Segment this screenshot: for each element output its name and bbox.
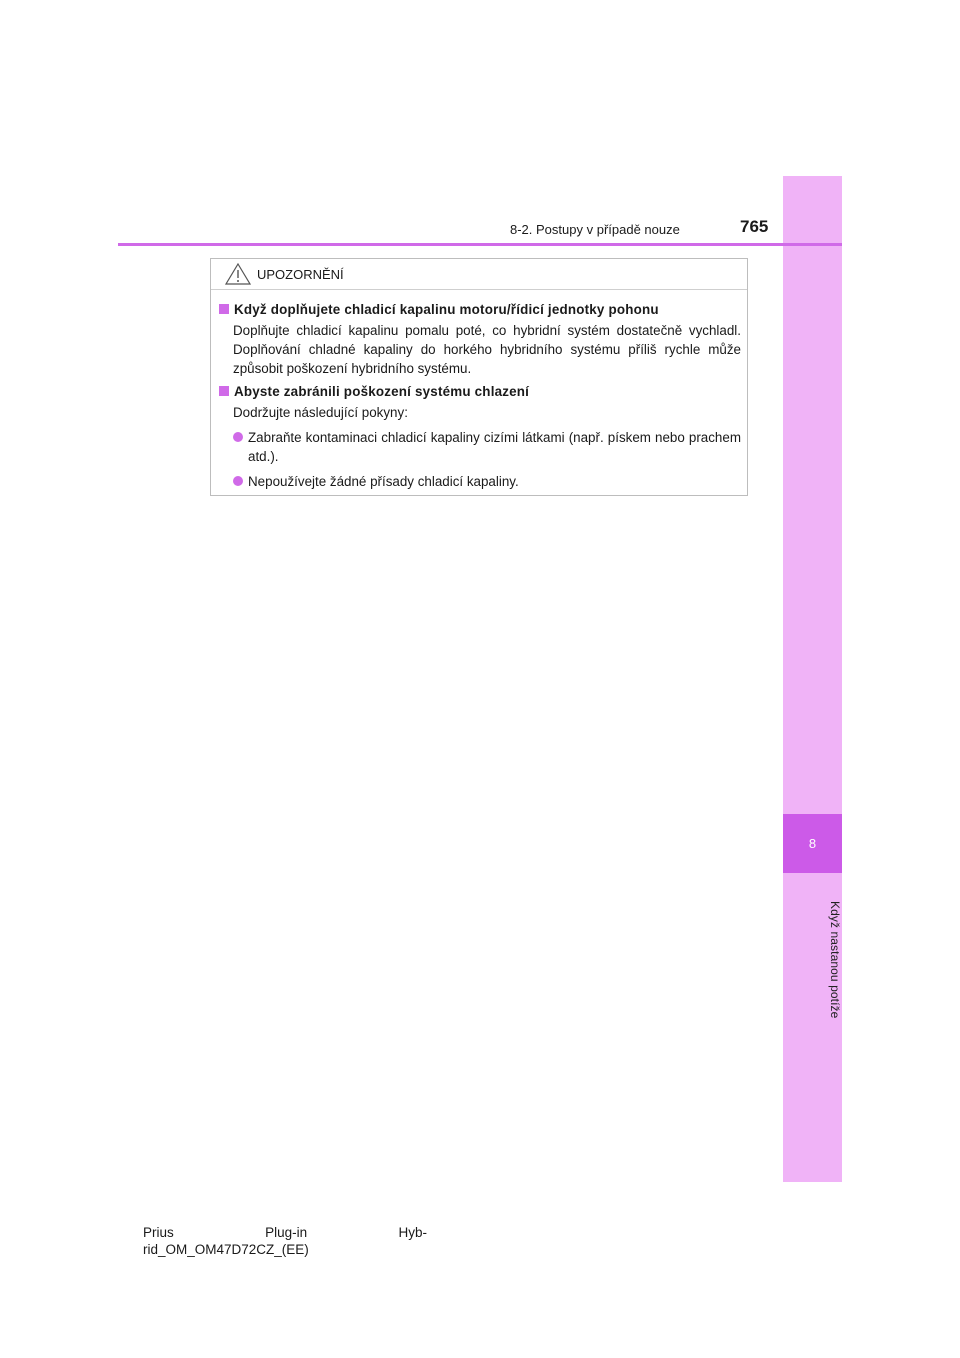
warning-item-heading [219,382,741,401]
header-divider [118,243,842,246]
heading-text: Abyste zabránili poškození systému chlazení [234,384,530,399]
square-bullet-icon [219,386,229,396]
section-title: 8-2. Postupy v případě nouze [510,222,680,237]
round-bullet-icon [233,476,243,486]
square-bullet-icon [219,304,229,314]
heading-text: Když doplňujete chladicí kapalinu motoru/řídicí jednotky pohonu [234,302,659,317]
bullet-item [219,472,741,491]
footer-code: rid_OM_OM47D72CZ_(EE) [143,1242,309,1257]
chapter-title: Když nastanou potíže [828,901,842,1019]
warning-item-heading [219,300,741,319]
chapter-number: 8 [783,814,842,873]
bullet-text: Zabraňte kontaminaci chladicí kapaliny cizími látkami (např. pískem nebo prachem atd.). [248,430,741,464]
bullet-text: Nepoužívejte žádné přísady chladicí kapaliny. [248,474,519,489]
warning-box [210,258,748,496]
warning-body [211,290,747,491]
warning-item-text: Dodržujte následující pokyny: [233,405,408,420]
round-bullet-icon [233,432,243,442]
bullet-item [219,428,741,466]
warning-title: UPOZORNĚNÍ [257,266,344,282]
page-number: 765 [740,217,769,236]
footer-model: Prius Plug-in Hyb- [143,1225,427,1240]
warning-item-text: Doplňujte chladicí kapalinu pomalu poté, co hybridní systém dostatečně vychladl. Doplňování chladné kapaliny do horkého hybridního systému příliš rychle může způsobit poškození hybridního systému. [233,323,741,376]
warning-header [211,259,747,290]
warning-triangle-icon [225,263,251,285]
